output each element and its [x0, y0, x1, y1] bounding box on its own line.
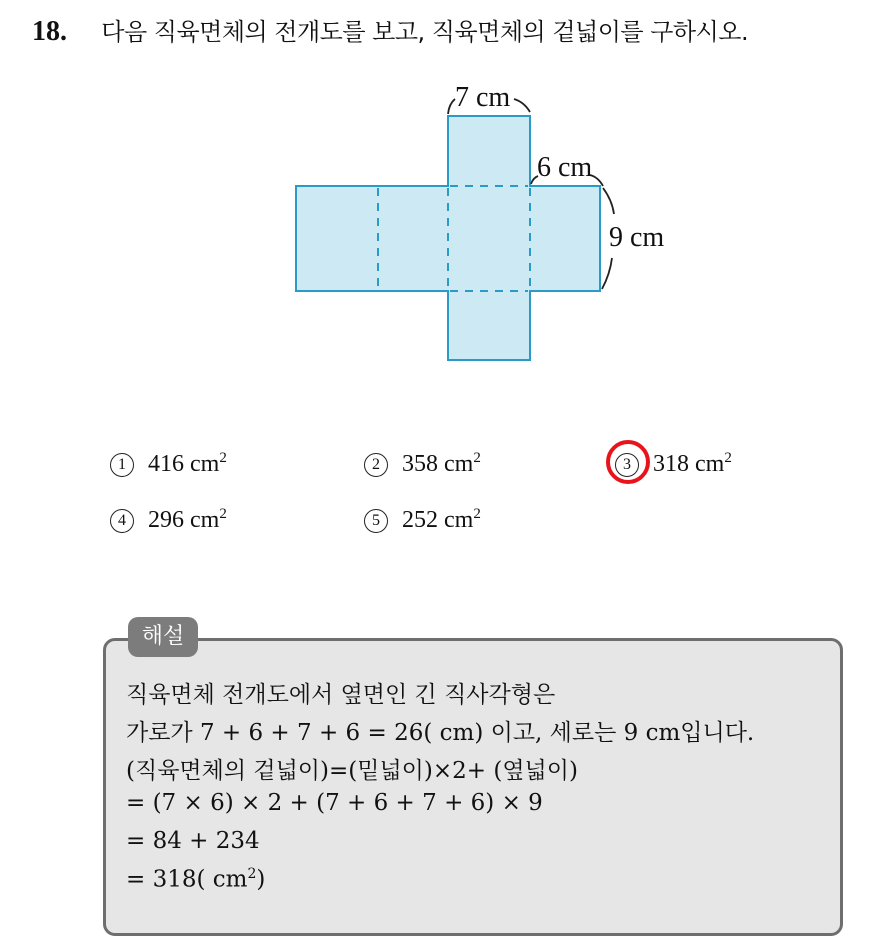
choice-2-number: 2: [364, 453, 388, 477]
choice-2-exponent: 2: [473, 450, 481, 466]
choice-1-number: 1: [110, 453, 134, 477]
solution-result-exponent: 2: [247, 866, 257, 882]
choice-5-value: 252 cm: [402, 507, 474, 533]
choice-4[interactable]: [110, 506, 227, 534]
choice-4-exponent: 2: [219, 506, 227, 522]
cuboid-net-figure: [0, 0, 884, 420]
choice-4-value: 296 cm: [148, 507, 220, 533]
solution-line-2: 가로가 7 + 6 + 7 + 6 = 26( cm) 이고, 세로는 9 cm입니다.: [126, 720, 755, 746]
face-top: [448, 116, 530, 186]
label-height: 9 cm: [609, 222, 665, 253]
choice-5[interactable]: [364, 506, 481, 534]
solution-line-3: (직육면체의 겉넓이)=(밑넓이)×2+ (옆넓이): [126, 758, 578, 784]
choice-4-number: 4: [110, 509, 134, 533]
face-bottom: [448, 291, 530, 360]
choice-2-value: 358 cm: [402, 451, 474, 477]
choice-3-exponent: 2: [724, 450, 732, 466]
question-number: 18.: [32, 16, 67, 47]
question-text: 다음 직육면체의 전개도를 보고, 직육면체의 겉넓이를 구하시오.: [101, 18, 749, 46]
solution-result-suffix: ): [256, 866, 266, 893]
label-depth: 6 cm: [537, 152, 593, 183]
choice-1-exponent: 2: [219, 450, 227, 466]
solution-line-1: 직육면체 전개도에서 옆면인 긴 직사각형은: [126, 682, 556, 708]
solution-line-6: [126, 866, 265, 893]
choice-3-value: 318 cm: [653, 451, 725, 477]
solution-line-5: = 84 + 234: [126, 828, 260, 854]
choice-1-value: 416 cm: [148, 451, 220, 477]
choice-2[interactable]: [364, 450, 481, 478]
choice-3-number: 3: [615, 453, 639, 477]
solution-tag: 해설: [128, 617, 198, 657]
solution-result-prefix: = 318( cm: [126, 866, 248, 893]
choice-5-exponent: 2: [473, 506, 481, 522]
solution-line-4: = (7 × 6) × 2 + (7 + 6 + 7 + 6) × 9: [126, 790, 543, 816]
label-width: 7 cm: [455, 82, 511, 113]
choice-5-number: 5: [364, 509, 388, 533]
choice-1[interactable]: [110, 450, 227, 478]
answer-circle-mark: [606, 440, 650, 484]
